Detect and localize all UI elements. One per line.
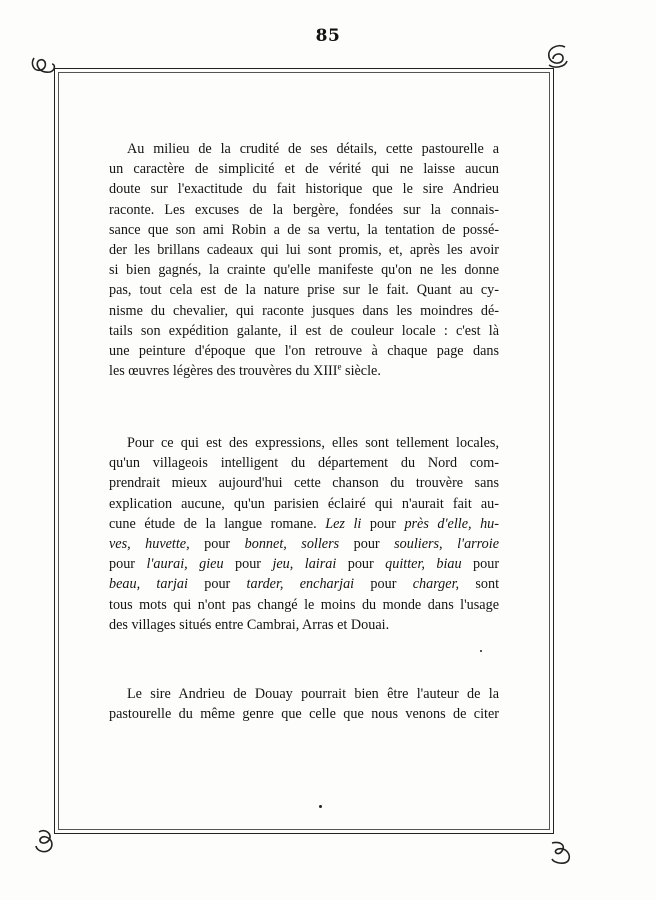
italic-term: ves, huvette, <box>109 535 190 552</box>
text-line: explication aucune, qu'un parisien éclairé qui n'aurait fait au- <box>109 495 499 512</box>
text-line: prendrait mieux aujourd'hui cette chanson du trouvère sans <box>109 475 499 492</box>
text-line: sance que son ami Robin a de sa vertu, la tentation de possé- <box>109 221 499 238</box>
text-line: Le sire Andrieu de Douay pourrait bien être l'auteur de la <box>127 686 499 702</box>
text-line: doute sur l'exactitude du fait historique que le sire Andrieu <box>109 181 499 198</box>
corner-flourish-icon <box>541 41 571 71</box>
text-line: une peinture d'époque que l'on retrouve à chaque page dans <box>109 342 499 359</box>
superscript: e <box>337 361 342 372</box>
text-line: pastourelle du même genre que celle que nous venons de citer <box>109 706 499 723</box>
text-line: Au milieu de la crudité de ses détails, cette pastourelle a <box>127 141 499 157</box>
text-segment: siècle. <box>341 363 381 380</box>
ink-speck <box>480 650 482 652</box>
italic-term: sollers <box>301 535 340 552</box>
text-line: si bien gagnés, la crainte qu'elle manifeste qu'on ne les donne <box>109 262 499 279</box>
text-line <box>109 514 499 534</box>
text-line: raconte. Les excuses de la bergère, fondées sur la connais- <box>109 201 499 218</box>
text-line: nisme du chevalier, qui raconte jusques dans les moindres dé- <box>109 302 499 319</box>
page-number: 85 <box>315 26 341 46</box>
corner-flourish-icon <box>31 826 61 856</box>
italic-term: beau, <box>109 576 141 593</box>
italic-term: l'arroie <box>457 535 499 552</box>
italic-term: encharjai <box>299 576 355 593</box>
italic-term: biau <box>436 556 462 573</box>
italic-term: lairai <box>304 556 337 573</box>
text-line: Pour ce qui est des expressions, elles sont tellement locales, <box>127 435 499 451</box>
text-line: des villages situés entre Cambrai, Arras et Douai. <box>109 616 390 633</box>
italic-term: gieu <box>199 556 224 573</box>
text-line: der les brillans cadeaux qui lui sont promis, et, après les avoir <box>109 241 499 258</box>
italic-term: Lez li <box>325 515 362 532</box>
text-segment: pour <box>370 576 397 593</box>
paragraph-1 <box>109 139 499 381</box>
text-segment: pour <box>473 556 499 573</box>
text-segment: pour <box>204 535 231 552</box>
text-segment: pour <box>235 556 262 573</box>
italic-term: charger, <box>412 576 460 593</box>
paragraph-2 <box>109 433 499 635</box>
text-line <box>109 534 499 554</box>
text-line: pas, tout cela est de la nature prise sur le fait. Quant au cy- <box>109 282 499 299</box>
italic-term: jeu, <box>272 556 294 573</box>
ink-speck <box>319 805 322 808</box>
text-segment: les œuvres légères des trouvères du XIII <box>109 363 338 380</box>
paragraph-3 <box>109 684 499 724</box>
text-segment: pour <box>204 576 231 593</box>
text-line: tails son expédition galante, il est de couleur locale : c'est là <box>109 322 499 339</box>
text-line <box>109 574 499 594</box>
italic-term: près d'elle, hu- <box>404 515 499 532</box>
text-segment: sont <box>475 576 499 593</box>
italic-term: souliers, <box>394 535 443 552</box>
corner-flourish-icon <box>28 50 58 80</box>
text-segment: pour <box>347 556 374 573</box>
text-segment: cune étude de la langue romane. <box>109 515 317 532</box>
text-segment: pour <box>109 556 136 573</box>
italic-term: bonnet, <box>244 535 287 552</box>
italic-term: tarjai <box>156 576 188 593</box>
text-line <box>109 361 499 381</box>
italic-term: tarder, <box>246 576 284 593</box>
text-line: qu'un villageois intelligent du département du Nord com- <box>109 455 499 472</box>
text-line <box>109 554 499 574</box>
text-line: tous mots qui n'ont pas changé le moins du monde dans l'usage <box>109 596 499 613</box>
text-line: un caractère de simplicité et de vérité qui ne laisse aucun <box>109 161 499 178</box>
text-segment: pour <box>353 535 380 552</box>
text-segment: pour <box>369 515 396 532</box>
italic-term: quitter, <box>385 556 425 573</box>
italic-term: l'aurai, <box>146 556 188 573</box>
corner-flourish-icon <box>546 837 576 867</box>
